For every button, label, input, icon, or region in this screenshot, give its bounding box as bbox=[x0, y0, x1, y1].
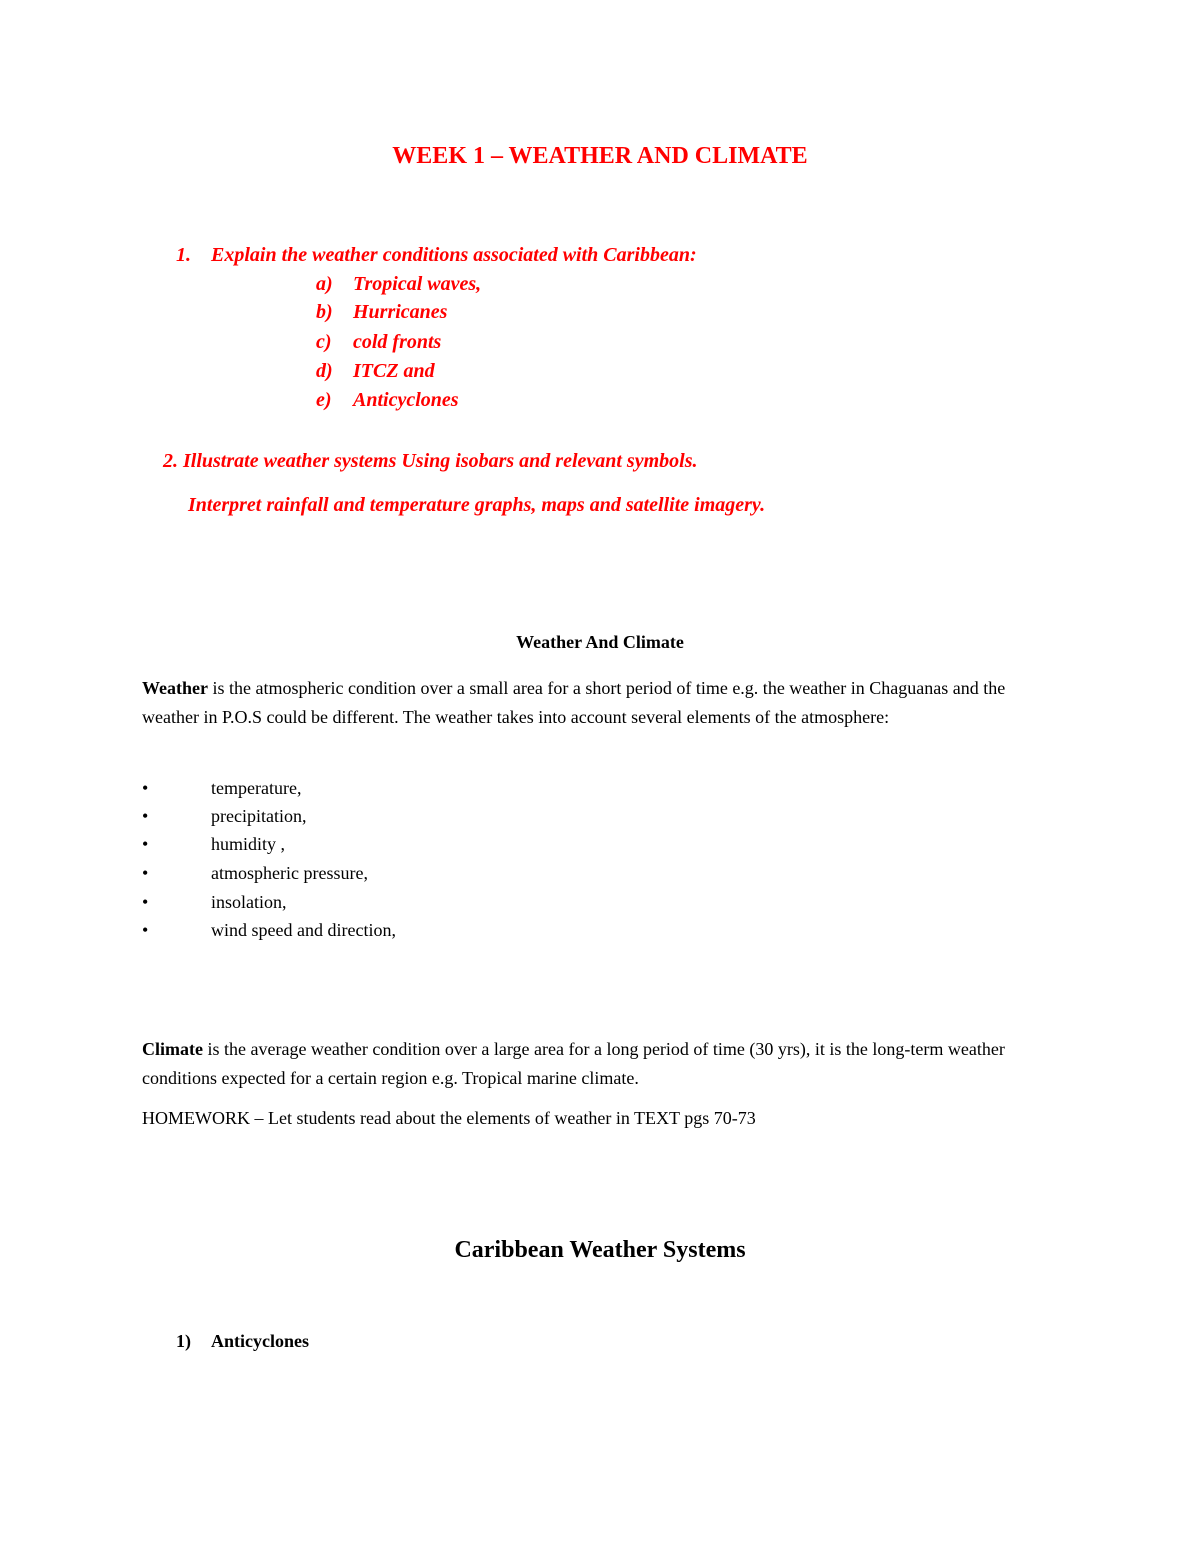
bullet-icon: • bbox=[142, 892, 149, 912]
bullet-icon: • bbox=[142, 920, 149, 940]
element-list-item: precipitation, bbox=[211, 806, 307, 826]
objective-3: Interpret rainfall and temperature graphs, maps and satellite imagery. bbox=[188, 494, 766, 516]
objective-1-number: 1. bbox=[176, 244, 191, 266]
weather-definition bbox=[142, 674, 1062, 731]
element-list-item: atmospheric pressure, bbox=[211, 863, 368, 883]
objective-item-letter: b) bbox=[316, 301, 333, 323]
section-heading: Weather And Climate bbox=[516, 632, 684, 652]
weather-definition-text: is the atmospheric condition over a small area for a short period of time e.g. the weather in Chaguanas and the weather in P.O.S could be different. The weather takes into account several elements of the atmosphere: bbox=[142, 678, 1006, 727]
objective-item-letter: e) bbox=[316, 389, 332, 411]
page-title: WEEK 1 – WEATHER AND CLIMATE bbox=[392, 143, 808, 169]
element-list-item: insolation, bbox=[211, 892, 287, 912]
homework-note: HOMEWORK – Let students read about the elements of weather in TEXT pgs 70-73 bbox=[142, 1108, 756, 1128]
bullet-icon: • bbox=[142, 778, 149, 798]
system-number: 1) bbox=[176, 1331, 191, 1351]
element-list-item: temperature, bbox=[211, 778, 302, 798]
objective-item-text: Hurricanes bbox=[353, 301, 448, 323]
bullet-icon: • bbox=[142, 863, 149, 883]
element-list-item: humidity , bbox=[211, 834, 286, 854]
objective-item-letter: a) bbox=[316, 273, 333, 295]
climate-definition bbox=[142, 1035, 1062, 1092]
system-name: Anticyclones bbox=[211, 1331, 309, 1351]
objective-item-text: Anticyclones bbox=[353, 389, 459, 411]
bullet-icon: • bbox=[142, 806, 149, 826]
objective-item-text: cold fronts bbox=[353, 331, 442, 353]
caribbean-heading: Caribbean Weather Systems bbox=[454, 1237, 746, 1263]
objective-1-text: Explain the weather conditions associated with Caribbean: bbox=[211, 244, 697, 266]
objective-item-text: Tropical waves, bbox=[353, 273, 482, 295]
climate-definition-text: is the average weather condition over a large area for a long period of time (30 yrs), it is the long-term weather conditions expected for a certain region e.g. Tropical marine climate. bbox=[142, 1039, 1005, 1088]
climate-term: Climate bbox=[142, 1039, 203, 1059]
element-list-item: wind speed and direction, bbox=[211, 920, 396, 940]
objective-item-letter: d) bbox=[316, 360, 333, 382]
objective-item-text: ITCZ and bbox=[353, 360, 435, 382]
bullet-icon: • bbox=[142, 834, 149, 854]
weather-term: Weather bbox=[142, 678, 208, 698]
objective-item-letter: c) bbox=[316, 331, 332, 353]
objective-2: 2. Illustrate weather systems Using isobars and relevant symbols. bbox=[163, 450, 698, 472]
